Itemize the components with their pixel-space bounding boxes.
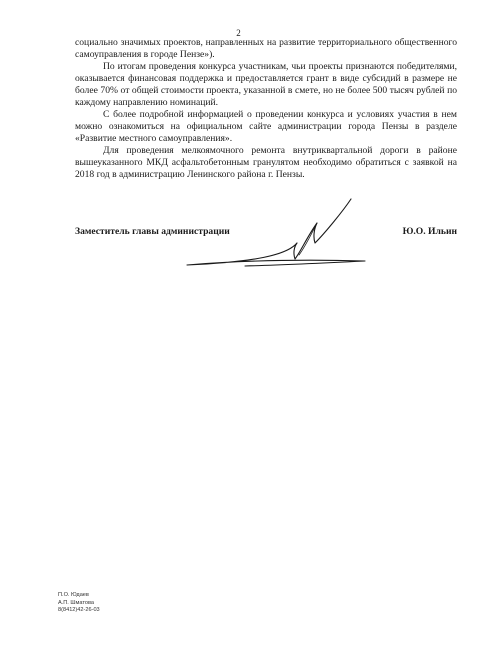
- paragraph-continuation: социально значимых проектов, направленных на развитие территориального общественного самоуправления в городе Пензе»).: [75, 37, 457, 60]
- signer-position: Заместитель главы администрации: [75, 226, 230, 237]
- paragraph-contest-results: По итогам проведения конкурса участникам, чьи проекты признаются победителями, оказывается финансовая поддержка и предоставляется грант в виде субсидий в размере не более 70% от общей стоимости проекта, указанной в смете, но не более 500 тысяч рублей по каждому направлению номинаций.: [75, 61, 457, 108]
- executor-phone: 8(8412)42-26-03: [58, 607, 100, 613]
- executor-info: [58, 592, 100, 615]
- executor-name-1: П.О. Юдаев: [58, 592, 89, 598]
- handwritten-signature: [175, 197, 375, 277]
- signer-name: Ю.О. Ильин: [402, 226, 457, 237]
- executor-name-2: А.П. Шматова: [58, 599, 95, 606]
- letter-body: [75, 37, 457, 181]
- paragraph-more-info: С более подробной информацией о проведении конкурса и условиях участия в нем можно ознакомиться на официальном сайте администрации города Пензы в разделе «Развитие местного самоуправления».: [75, 109, 457, 144]
- page-number: 2: [236, 28, 241, 38]
- paragraph-road-repair: Для проведения мелкоямочного ремонта внутриквартальной дороги в районе вышеуказанного МКД асфальтобетонным гранулятом необходимо обратиться с заявкой на 2018 год в администрацию Ленинского района г. Пензы.: [75, 145, 457, 180]
